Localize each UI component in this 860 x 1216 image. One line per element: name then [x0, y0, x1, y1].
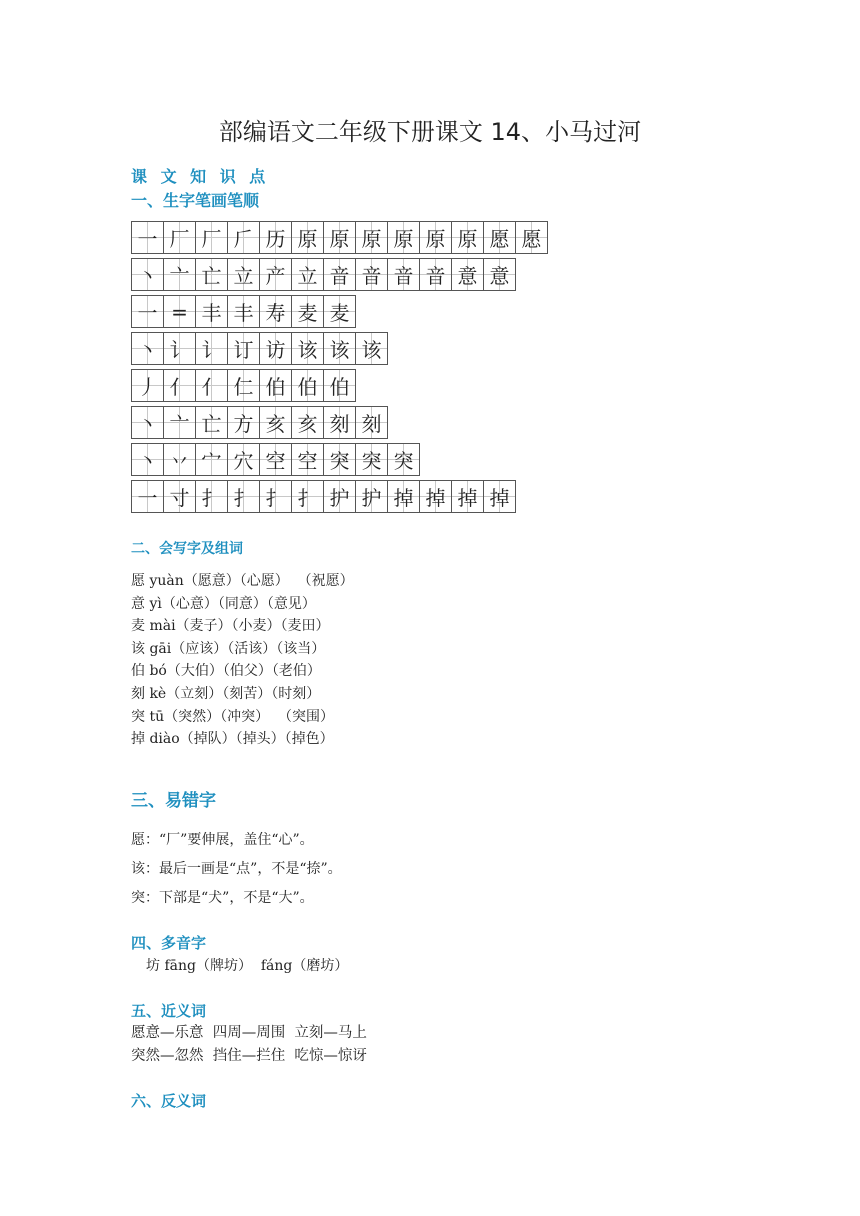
stroke-row: [131, 295, 547, 328]
stroke-cell: 原: [419, 221, 452, 254]
stroke-cell: =: [163, 295, 196, 328]
stroke-cell: 该: [355, 332, 388, 365]
stroke-cell: 空: [291, 443, 324, 476]
stroke-cell: 宀: [195, 443, 228, 476]
stroke-cell: 护: [323, 480, 356, 513]
stroke-cell: 刻: [323, 406, 356, 439]
stroke-cell: 立: [227, 258, 260, 291]
stroke-cell: 寸: [163, 480, 196, 513]
stroke-cell: 护: [355, 480, 388, 513]
stroke-cell: 音: [419, 258, 452, 291]
synonym-line: 突然—忽然 挡住—拦住 吃惊—惊讶: [131, 1048, 367, 1064]
heading-polyphone: 四、多音字: [131, 934, 207, 952]
stroke-cell: 亠: [163, 258, 196, 291]
error-line: 突：下部是“犬”，不是“大”。: [131, 890, 314, 906]
stroke-cell: 丰: [227, 295, 260, 328]
stroke-cell: 扌: [291, 480, 324, 513]
stroke-cell: 丿: [131, 369, 164, 402]
stroke-cell: 厂: [195, 221, 228, 254]
stroke-cell: 伯: [259, 369, 292, 402]
error-prone-list: [131, 826, 342, 913]
stroke-row: [131, 221, 547, 254]
stroke-cell: 亻: [195, 369, 228, 402]
word-line: 该 gāi（应该）（活该）（该当）: [131, 640, 326, 657]
stroke-cell: 亥: [291, 406, 324, 439]
stroke-cell: 掉: [387, 480, 420, 513]
stroke-cell: 刻: [355, 406, 388, 439]
stroke-cell: 原: [323, 221, 356, 254]
stroke-cell: 访: [259, 332, 292, 365]
stroke-cell: 原: [387, 221, 420, 254]
stroke-row: [131, 332, 547, 365]
stroke-row: [131, 443, 547, 476]
stroke-cell: 扌: [195, 480, 228, 513]
stroke-cell: 突: [323, 443, 356, 476]
document-title: 部编语文二年级下册课文 14、小马过河: [218, 118, 642, 146]
heading-antonyms: 六、反义词: [131, 1092, 207, 1110]
heading-words: 二、会写字及组词: [131, 541, 243, 557]
stroke-cell: 原: [291, 221, 324, 254]
stroke-cell: 仁: [227, 369, 260, 402]
stroke-cell: 历: [259, 221, 292, 254]
stroke-cell: 愿: [515, 221, 548, 254]
stroke-cell: 立: [291, 258, 324, 291]
stroke-cell: 音: [387, 258, 420, 291]
stroke-cell: 亠: [163, 406, 196, 439]
stroke-cell: 方: [227, 406, 260, 439]
word-line: 愿 yuàn（愿意）（心愿） （祝愿）: [131, 573, 354, 589]
heading-stroke-order: 一、生字笔画笔顺: [131, 191, 260, 210]
stroke-cell: 音: [355, 258, 388, 291]
synonym-line: 愿意—乐意 四周—周围 立刻—马上: [131, 1025, 367, 1041]
stroke-cell: 丶: [131, 332, 164, 365]
word-line: 刻 kè（立刻）（刻苦）（时刻）: [131, 685, 321, 702]
stroke-cell: 麦: [291, 295, 324, 328]
stroke-cell: 扌: [227, 480, 260, 513]
stroke-cell: 意: [483, 258, 516, 291]
stroke-cell: 丷: [163, 443, 196, 476]
stroke-cell: 一: [131, 295, 164, 328]
stroke-row: [131, 406, 547, 439]
error-line: 愿：“厂”要伸展，盖住“心”。: [131, 832, 314, 848]
stroke-cell: 讠: [163, 332, 196, 365]
stroke-cell: 突: [355, 443, 388, 476]
word-list: [131, 570, 354, 751]
stroke-cell: 原: [451, 221, 484, 254]
stroke-cell: 愿: [483, 221, 516, 254]
stroke-cell: 该: [291, 332, 324, 365]
stroke-order-grid: [131, 221, 547, 517]
word-line: 麦 mài（麦子）（小麦）（麦田）: [131, 618, 330, 635]
word-line: 掉 diào（掉队）（掉头）（掉色）: [131, 731, 334, 748]
stroke-cell: 丶: [131, 443, 164, 476]
stroke-cell: 原: [355, 221, 388, 254]
stroke-cell: 掉: [451, 480, 484, 513]
stroke-cell: 伯: [291, 369, 324, 402]
stroke-cell: 扌: [259, 480, 292, 513]
stroke-cell: 亡: [195, 406, 228, 439]
section-label: 课 文 知 识 点: [131, 167, 270, 186]
stroke-cell: 伯: [323, 369, 356, 402]
stroke-cell: 亻: [163, 369, 196, 402]
stroke-cell: 掉: [483, 480, 516, 513]
stroke-cell: 丰: [195, 295, 228, 328]
word-line: 突 tū（突然）（冲突） （突围）: [131, 708, 334, 725]
stroke-cell: 产: [259, 258, 292, 291]
synonym-list: [131, 1022, 367, 1068]
stroke-row: [131, 369, 547, 402]
stroke-cell: 该: [323, 332, 356, 365]
polyphone-line: 坊 fāng（牌坊） fáng（磨坊）: [146, 958, 349, 974]
heading-synonyms: 五、近义词: [131, 1002, 207, 1020]
stroke-cell: 一: [131, 480, 164, 513]
stroke-cell: 讠: [195, 332, 228, 365]
word-line: 伯 bó（大伯）（伯父）（老伯）: [131, 663, 321, 680]
stroke-cell: 厂: [163, 221, 196, 254]
error-line: 该：最后一画是“点”，不是“捺”。: [131, 861, 342, 877]
stroke-cell: 丶: [131, 406, 164, 439]
stroke-cell: 丶: [131, 258, 164, 291]
stroke-cell: 突: [387, 443, 420, 476]
stroke-cell: 亥: [259, 406, 292, 439]
stroke-cell: 亡: [195, 258, 228, 291]
stroke-cell: 掉: [419, 480, 452, 513]
stroke-cell: 空: [259, 443, 292, 476]
stroke-cell: 一: [131, 221, 164, 254]
word-line: 意 yì（心意）（同意）（意见）: [131, 595, 316, 612]
heading-error-prone: 三、易错字: [131, 791, 216, 811]
stroke-row: [131, 480, 547, 513]
stroke-cell: 穴: [227, 443, 260, 476]
stroke-cell: 音: [323, 258, 356, 291]
stroke-cell: 寿: [259, 295, 292, 328]
stroke-cell: 𠂆: [227, 221, 260, 254]
stroke-cell: 意: [451, 258, 484, 291]
stroke-cell: 麦: [323, 295, 356, 328]
stroke-cell: 订: [227, 332, 260, 365]
stroke-row: [131, 258, 547, 291]
